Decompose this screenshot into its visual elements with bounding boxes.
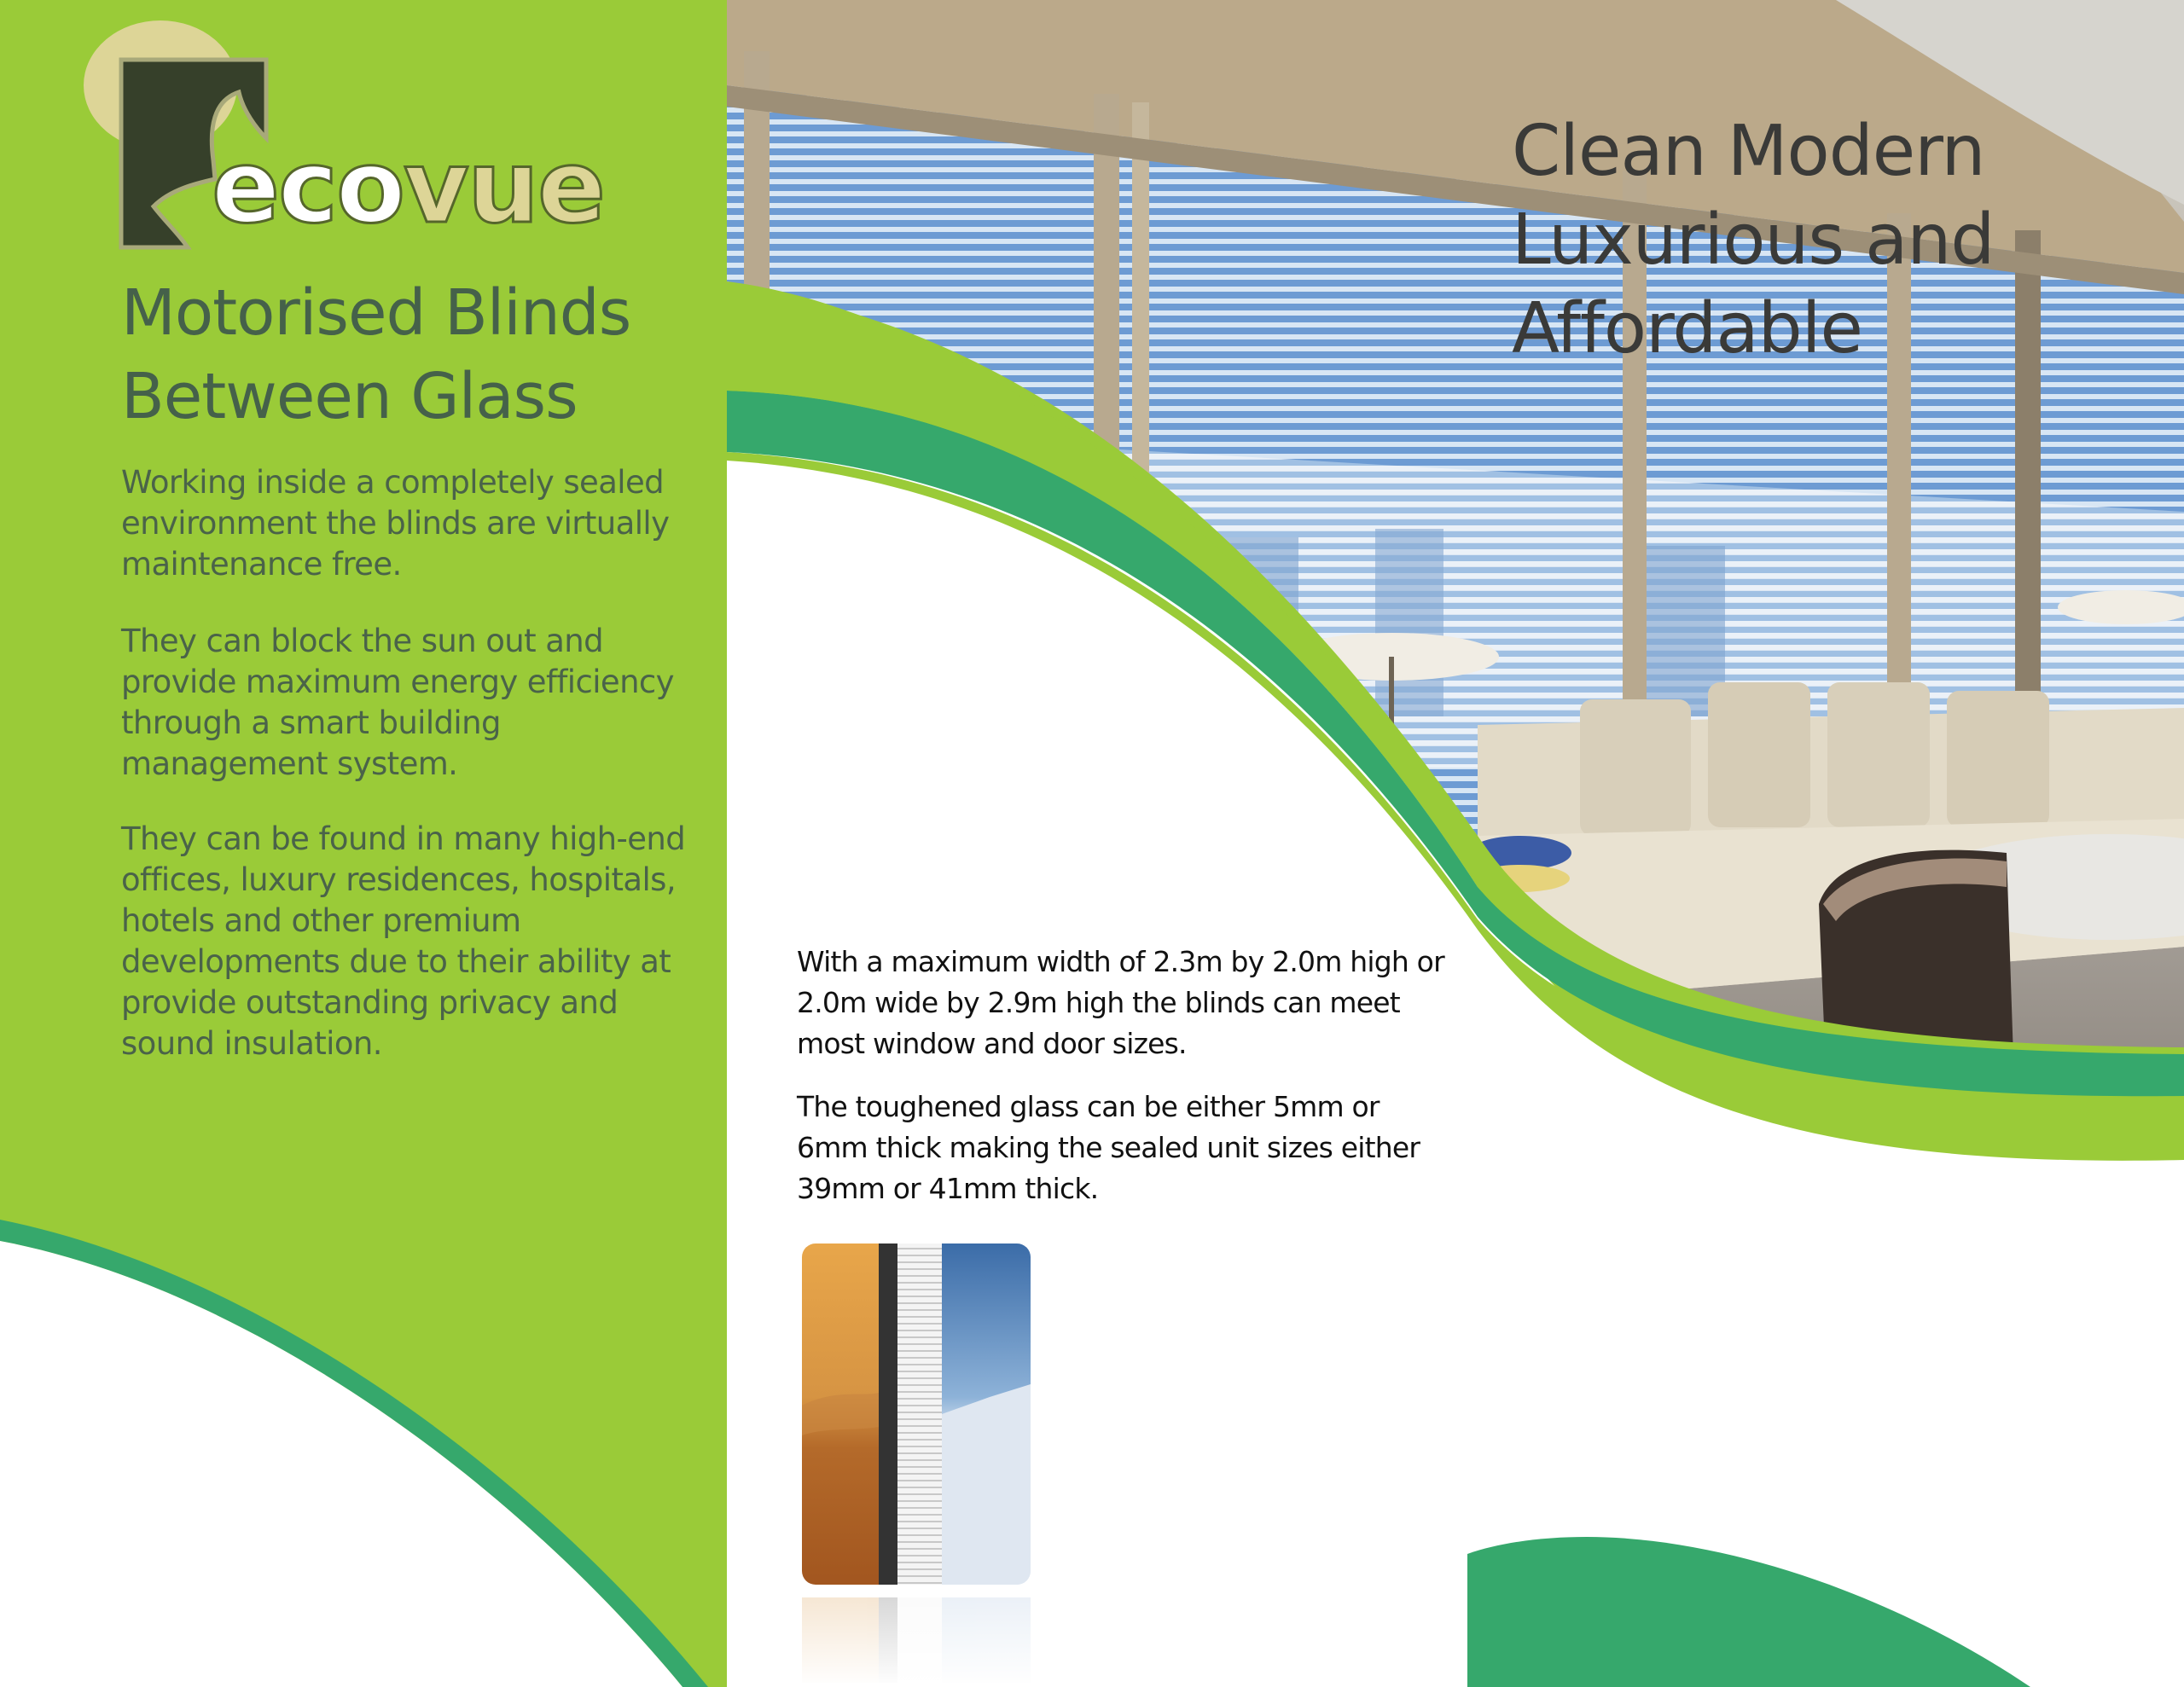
headline-line-1: Motorised Blinds: [121, 276, 631, 350]
spec-paragraph-sizes: With a maximum width of 2.3m by 2.0m high or 2.0m wide by 2.9m high the blinds can meet most window and door sizes.: [797, 945, 1444, 1060]
intro-paragraph-applications: They can be found in many high-end offices, luxury residences, hospitals, hotels and other premium developments due to their ability at provide outstanding privacy and sound insulation.: [121, 820, 686, 1062]
bottom-right-green-wedge: [1467, 1535, 2184, 1687]
tagline-line-1: Clean Modern: [1512, 111, 1985, 192]
left-bottom-wave-shape: [0, 1194, 727, 1687]
brand-wordmark: [212, 128, 605, 246]
spec-paragraph-glass: The toughened glass can be either 5mm or 6mm thick making the sealed unit sizes either 39mm or 41mm thick.: [797, 1090, 1420, 1205]
glass-unit-sample-image: [802, 1244, 1031, 1687]
headline-line-2: Between Glass: [121, 360, 578, 433]
brand-wordmark-eco: eco: [212, 128, 404, 246]
tagline-line-2: Luxurious and: [1512, 200, 1995, 281]
hero-tagline: [1512, 107, 2109, 374]
intro-paragraph-energy: They can block the sun out and provide maximum energy efficiency through a smart building management system.: [121, 623, 674, 782]
tagline-line-3: Affordable: [1512, 288, 1862, 369]
page-headline: [121, 271, 718, 438]
brand-wordmark-vue: vue: [404, 128, 605, 246]
intro-paragraph-maintenance: Working inside a completely sealed environment the blinds are virtually maintenance free.: [121, 464, 670, 583]
